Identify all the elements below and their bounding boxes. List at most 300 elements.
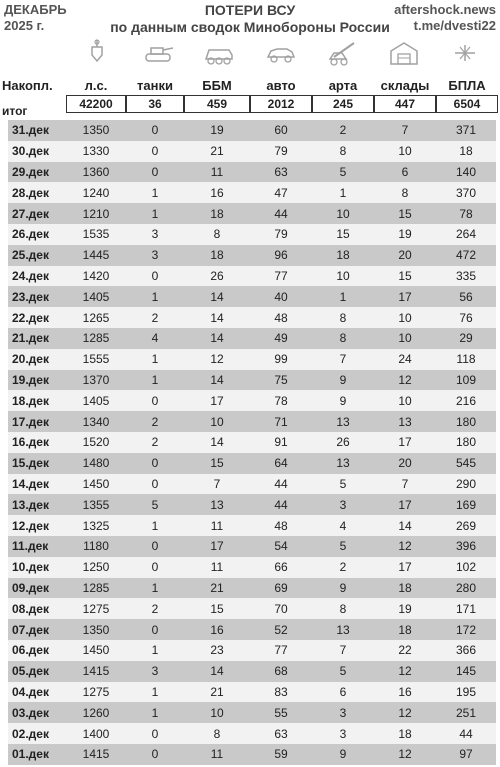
row-value: 10 [374, 307, 436, 328]
row-value: 1240 [66, 182, 126, 203]
row-value: 1265 [66, 307, 126, 328]
total-personnel: 42200 [66, 95, 126, 113]
row-value: 1420 [66, 266, 126, 287]
year-label: 2025 г. [4, 18, 45, 33]
row-value: 63 [250, 723, 312, 744]
row-value: 1340 [66, 411, 126, 432]
table-row [8, 515, 496, 536]
row-value: 68 [250, 661, 312, 682]
row-date: 19.дек [8, 370, 66, 391]
row-value: 97 [436, 744, 496, 765]
row-value: 15 [184, 453, 250, 474]
row-value: 10 [184, 702, 250, 723]
row-date: 27.дек [8, 203, 66, 224]
row-value: 18 [374, 723, 436, 744]
total-artillery: 245 [312, 95, 374, 113]
row-value: 1 [126, 682, 184, 703]
row-value: 8 [374, 182, 436, 203]
title-text: ПОТЕРИ ВСУ [204, 2, 296, 18]
row-value: 8 [184, 723, 250, 744]
row-value: 18 [374, 578, 436, 599]
row-value: 13 [374, 411, 436, 432]
row-value: 9 [312, 578, 374, 599]
row-value: 1275 [66, 682, 126, 703]
row-date: 01.дек [8, 744, 66, 765]
row-value: 21 [184, 682, 250, 703]
table-row [8, 744, 496, 765]
row-date: 12.дек [8, 515, 66, 536]
table-row [8, 557, 496, 578]
row-value: 16 [184, 619, 250, 640]
row-value: 79 [250, 141, 312, 162]
row-value: 9 [312, 370, 374, 391]
row-value: 1260 [66, 702, 126, 723]
row-value: 22 [374, 640, 436, 661]
row-value: 20 [374, 245, 436, 266]
col-header-afv: ББМ [202, 78, 232, 93]
row-value: 1405 [66, 390, 126, 411]
totals-label: итог [2, 104, 28, 118]
row-value: 10 [374, 390, 436, 411]
row-value: 264 [436, 224, 496, 245]
row-value: 1275 [66, 598, 126, 619]
row-value: 1285 [66, 328, 126, 349]
row-value: 14 [374, 515, 436, 536]
row-value: 1 [126, 286, 184, 307]
row-value: 0 [126, 453, 184, 474]
channel-link[interactable]: t.me/dvesti22 [413, 18, 496, 33]
row-value: 6 [374, 162, 436, 183]
row-value: 71 [250, 411, 312, 432]
row-value: 1325 [66, 515, 126, 536]
row-value: 0 [126, 266, 184, 287]
table-row [8, 224, 496, 245]
row-value: 17 [184, 536, 250, 557]
row-value: 370 [436, 182, 496, 203]
table-row [8, 286, 496, 307]
row-date: 10.дек [8, 557, 66, 578]
row-date: 20.дек [8, 349, 66, 370]
row-value: 75 [250, 370, 312, 391]
row-value: 16 [374, 682, 436, 703]
row-date: 14.дек [8, 474, 66, 495]
row-value: 11 [184, 557, 250, 578]
row-value: 366 [436, 640, 496, 661]
row-value: 13 [312, 453, 374, 474]
row-value: 1450 [66, 474, 126, 495]
table-row [8, 494, 496, 515]
car-icon [250, 34, 311, 72]
row-value: 66 [250, 557, 312, 578]
row-value: 29 [436, 328, 496, 349]
row-value: 1355 [66, 494, 126, 515]
row-value: 1 [312, 286, 374, 307]
table-row [8, 598, 496, 619]
row-value: 1360 [66, 162, 126, 183]
row-value: 96 [250, 245, 312, 266]
table-row [8, 245, 496, 266]
row-value: 1 [126, 578, 184, 599]
row-value: 24 [374, 349, 436, 370]
col-header-depots: склады [380, 78, 430, 93]
source-links [394, 2, 496, 34]
row-value: 335 [436, 266, 496, 287]
row-value: 1520 [66, 432, 126, 453]
row-value: 76 [436, 307, 496, 328]
row-value: 15 [312, 224, 374, 245]
artillery-icon [312, 34, 373, 72]
row-value: 64 [250, 453, 312, 474]
row-value: 7 [374, 474, 436, 495]
row-value: 14 [184, 432, 250, 453]
row-value: 11 [184, 515, 250, 536]
row-value: 195 [436, 682, 496, 703]
site-link[interactable]: aftershock.news [394, 2, 496, 17]
row-date: 18.дек [8, 390, 66, 411]
row-value: 17 [374, 286, 436, 307]
row-value: 1 [126, 182, 184, 203]
row-value: 0 [126, 536, 184, 557]
table-row [8, 411, 496, 432]
row-value: 0 [126, 141, 184, 162]
row-value: 102 [436, 557, 496, 578]
row-date: 31.дек [8, 120, 66, 141]
row-value: 0 [126, 474, 184, 495]
row-value: 3 [312, 494, 374, 515]
row-value: 0 [126, 723, 184, 744]
row-value: 13 [312, 411, 374, 432]
col-header-artillery: арта [328, 78, 358, 93]
row-value: 16 [184, 182, 250, 203]
row-value: 26 [312, 432, 374, 453]
total-tanks: 36 [126, 95, 184, 113]
row-date: 11.дек [8, 536, 66, 557]
row-value: 44 [436, 723, 496, 744]
table-row [8, 390, 496, 411]
row-value: 56 [436, 286, 496, 307]
row-value: 3 [126, 245, 184, 266]
row-value: 545 [436, 453, 496, 474]
row-value: 48 [250, 515, 312, 536]
row-value: 60 [250, 120, 312, 141]
row-value: 52 [250, 619, 312, 640]
table-row [8, 203, 496, 224]
row-value: 4 [126, 328, 184, 349]
row-value: 1210 [66, 203, 126, 224]
row-value: 1445 [66, 245, 126, 266]
row-value: 5 [312, 536, 374, 557]
row-date: 21.дек [8, 328, 66, 349]
row-value: 8 [312, 141, 374, 162]
row-value: 1405 [66, 286, 126, 307]
row-date: 16.дек [8, 432, 66, 453]
col-header-drones: БПЛА [448, 78, 486, 93]
row-date: 03.дек [8, 702, 66, 723]
row-value: 18 [436, 141, 496, 162]
row-value: 78 [436, 203, 496, 224]
row-date: 24.дек [8, 266, 66, 287]
row-value: 15 [184, 598, 250, 619]
col-header-tanks: танки [137, 78, 173, 93]
table-row [8, 453, 496, 474]
row-value: 13 [184, 494, 250, 515]
row-value: 0 [126, 744, 184, 765]
row-value: 14 [184, 661, 250, 682]
row-date: 13.дек [8, 494, 66, 515]
row-value: 12 [374, 370, 436, 391]
row-value: 1 [126, 640, 184, 661]
row-value: 1350 [66, 619, 126, 640]
row-value: 1 [126, 702, 184, 723]
row-value: 172 [436, 619, 496, 640]
row-value: 79 [250, 224, 312, 245]
row-value: 5 [126, 494, 184, 515]
row-value: 8 [312, 328, 374, 349]
row-value: 19 [374, 224, 436, 245]
row-value: 10 [312, 203, 374, 224]
row-value: 44 [250, 494, 312, 515]
row-value: 2 [312, 557, 374, 578]
row-value: 48 [250, 307, 312, 328]
row-value: 396 [436, 536, 496, 557]
col-header-vehicles: авто [266, 78, 296, 93]
row-value: 10 [184, 411, 250, 432]
row-value: 12 [374, 661, 436, 682]
total-depots: 447 [374, 95, 436, 113]
table-row [8, 702, 496, 723]
row-value: 12 [374, 702, 436, 723]
row-value: 40 [250, 286, 312, 307]
table-row [8, 141, 496, 162]
row-value: 11 [184, 162, 250, 183]
row-value: 19 [184, 120, 250, 141]
row-value: 290 [436, 474, 496, 495]
row-value: 145 [436, 661, 496, 682]
row-value: 55 [250, 702, 312, 723]
row-value: 472 [436, 245, 496, 266]
table-row [8, 661, 496, 682]
row-value: 7 [374, 120, 436, 141]
row-value: 1 [126, 370, 184, 391]
row-date: 26.дек [8, 224, 66, 245]
row-value: 1330 [66, 141, 126, 162]
row-value: 26 [184, 266, 250, 287]
row-value: 1180 [66, 536, 126, 557]
row-value: 11 [184, 744, 250, 765]
row-value: 5 [312, 162, 374, 183]
row-date: 29.дек [8, 162, 66, 183]
row-value: 280 [436, 578, 496, 599]
row-value: 0 [126, 120, 184, 141]
row-value: 4 [312, 515, 374, 536]
row-value: 23 [184, 640, 250, 661]
row-date: 05.дек [8, 661, 66, 682]
row-date: 30.дек [8, 141, 66, 162]
cumulative-label: Накопл. [2, 78, 53, 93]
row-value: 83 [250, 682, 312, 703]
row-value: 5 [312, 661, 374, 682]
row-value: 14 [184, 328, 250, 349]
row-date: 15.дек [8, 453, 66, 474]
row-value: 7 [312, 349, 374, 370]
total-vehicles: 2012 [250, 95, 312, 113]
row-value: 17 [374, 494, 436, 515]
tank-icon [127, 34, 188, 72]
row-value: 1480 [66, 453, 126, 474]
row-value: 10 [374, 328, 436, 349]
row-value: 12 [184, 349, 250, 370]
row-value: 180 [436, 432, 496, 453]
row-value: 1250 [66, 557, 126, 578]
row-value: 15 [374, 203, 436, 224]
category-icons [66, 34, 496, 72]
row-value: 2 [312, 120, 374, 141]
row-value: 14 [184, 307, 250, 328]
row-date: 09.дек [8, 578, 66, 599]
row-date: 04.дек [8, 682, 66, 703]
total-afv: 459 [184, 95, 250, 113]
row-value: 47 [250, 182, 312, 203]
row-value: 18 [374, 619, 436, 640]
row-date: 25.дек [8, 245, 66, 266]
row-value: 77 [250, 640, 312, 661]
header [0, 0, 500, 72]
col-header-personnel: л.с. [84, 78, 108, 93]
row-value: 14 [184, 370, 250, 391]
row-value: 77 [250, 266, 312, 287]
row-value: 1 [126, 349, 184, 370]
row-value: 19 [374, 598, 436, 619]
row-value: 10 [374, 141, 436, 162]
row-value: 1450 [66, 640, 126, 661]
row-value: 18 [312, 245, 374, 266]
row-value: 1285 [66, 578, 126, 599]
row-value: 169 [436, 494, 496, 515]
table-row [8, 723, 496, 744]
table-row [8, 162, 496, 183]
table-row [8, 307, 496, 328]
subtitle-text: по данным сводок Минобороны России [110, 19, 390, 35]
column-headers [0, 78, 500, 94]
table-row [8, 432, 496, 453]
row-value: 8 [312, 598, 374, 619]
row-value: 44 [250, 474, 312, 495]
row-value: 109 [436, 370, 496, 391]
row-value: 0 [126, 162, 184, 183]
row-value: 2 [126, 432, 184, 453]
row-value: 269 [436, 515, 496, 536]
row-value: 20 [374, 453, 436, 474]
soldier-icon [66, 34, 127, 72]
table-row [8, 182, 496, 203]
row-value: 59 [250, 744, 312, 765]
row-value: 251 [436, 702, 496, 723]
row-value: 1415 [66, 661, 126, 682]
row-date: 22.дек [8, 307, 66, 328]
row-value: 3 [312, 723, 374, 744]
row-value: 3 [312, 702, 374, 723]
table-row [8, 536, 496, 557]
row-value: 1 [312, 182, 374, 203]
row-value: 7 [312, 640, 374, 661]
row-value: 15 [374, 266, 436, 287]
row-value: 180 [436, 411, 496, 432]
row-value: 1 [126, 515, 184, 536]
row-value: 9 [312, 744, 374, 765]
drone-icon [434, 34, 495, 72]
row-value: 371 [436, 120, 496, 141]
table-row [8, 578, 496, 599]
table-row [8, 370, 496, 391]
row-value: 6 [312, 682, 374, 703]
row-value: 216 [436, 390, 496, 411]
row-value: 70 [250, 598, 312, 619]
row-date: 23.дек [8, 286, 66, 307]
row-value: 14 [184, 286, 250, 307]
row-value: 1350 [66, 120, 126, 141]
row-value: 2 [126, 307, 184, 328]
row-value: 9 [312, 390, 374, 411]
row-date: 08.дек [8, 598, 66, 619]
row-value: 17 [374, 432, 436, 453]
table-row [8, 619, 496, 640]
row-value: 2 [126, 598, 184, 619]
row-value: 17 [184, 390, 250, 411]
table-row [8, 640, 496, 661]
row-value: 140 [436, 162, 496, 183]
row-date: 07.дек [8, 619, 66, 640]
row-value: 0 [126, 390, 184, 411]
row-value: 5 [312, 474, 374, 495]
row-value: 12 [374, 744, 436, 765]
table-row [8, 474, 496, 495]
table-row [8, 266, 496, 287]
row-value: 1535 [66, 224, 126, 245]
row-value: 10 [312, 266, 374, 287]
row-value: 1370 [66, 370, 126, 391]
row-date: 28.дек [8, 182, 66, 203]
row-value: 1555 [66, 349, 126, 370]
row-value: 118 [436, 349, 496, 370]
row-value: 21 [184, 578, 250, 599]
table-row [8, 682, 496, 703]
row-value: 21 [184, 141, 250, 162]
row-value: 69 [250, 578, 312, 599]
row-value: 91 [250, 432, 312, 453]
row-value: 171 [436, 598, 496, 619]
row-value: 12 [374, 536, 436, 557]
row-value: 54 [250, 536, 312, 557]
row-value: 13 [312, 619, 374, 640]
row-value: 0 [126, 557, 184, 578]
row-value: 18 [184, 203, 250, 224]
row-date: 17.дек [8, 411, 66, 432]
row-value: 63 [250, 162, 312, 183]
row-value: 2 [126, 411, 184, 432]
row-value: 0 [126, 619, 184, 640]
row-value: 78 [250, 390, 312, 411]
month-label: ДЕКАБРЬ [4, 2, 67, 17]
row-value: 7 [184, 474, 250, 495]
row-value: 1 [126, 203, 184, 224]
row-date: 02.дек [8, 723, 66, 744]
row-value: 49 [250, 328, 312, 349]
row-date: 06.дек [8, 640, 66, 661]
row-value: 1415 [66, 744, 126, 765]
row-value: 1400 [66, 723, 126, 744]
table-row [8, 328, 496, 349]
row-value: 17 [374, 557, 436, 578]
